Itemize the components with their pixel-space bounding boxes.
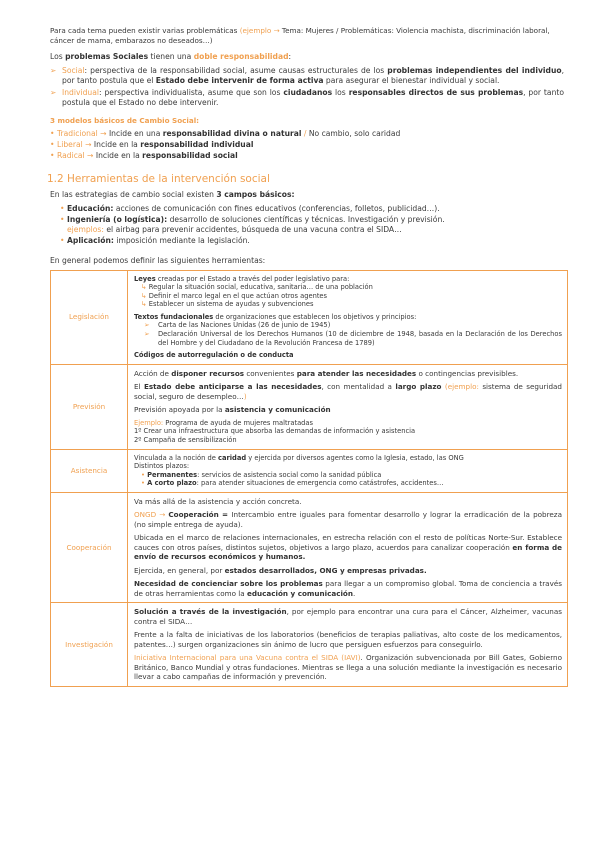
responsibility-item-social: ➢ Social: perspectiva de la responsabilidad social, asume causas estructurales de los problemas independientes del individuo, por tanto postula que el Estado debe intervenir de forma activa para asegurar el bienestar individual y social. bbox=[50, 66, 565, 86]
row-label: Asistencia bbox=[51, 449, 128, 492]
return-arrow-icon: ↳ bbox=[141, 283, 147, 292]
arrow-bullet-icon: ➢ bbox=[50, 66, 57, 76]
table-row-legislacion bbox=[51, 270, 568, 364]
models-heading: 3 modelos básicos de Cambio Social: bbox=[50, 116, 200, 126]
row-label: Legislación bbox=[51, 270, 128, 364]
field-item-aplicacion: • Aplicación: imposición mediante la legislación. bbox=[60, 235, 250, 245]
intro-paragraph bbox=[50, 26, 564, 45]
field-item-ingenieria: • Ingeniería (o logística): desarrollo de soluciones científicas y técnicas. Investigación y previsión. ejemplos: el airbag para prevenir accidentes, búsqueda de una vacuna contra el SIDA… bbox=[60, 214, 445, 234]
fields-list bbox=[50, 204, 564, 246]
row-label: Previsión bbox=[51, 364, 128, 449]
row-body: Va más allá de la asistencia y acción concreta. ONGD → Cooperación = Intercambio entre iguales para fomentar desarrollo y lograr la erradicación de la pobreza (no simple entrega de ayuda). Ubicada en el marco de relaciones internacionales, en estrecha relación con el resto de políticas Norte-Sur. Establece cauces con otros países, distintos sujetos, objetivos a largo plazo, acuerdos para canalizar cooperación en forma de envío de recursos económicos y humanos. Ejercida, en general, por estados desarrollados, ONG y empresas privadas. Necesidad de concienciar sobre los problemas para llegar a un compromiso global. Toma de conciencia a través de otras herramientas como la educación y comunicación. bbox=[128, 492, 568, 603]
return-arrow-icon: ↳ bbox=[141, 291, 147, 300]
tools-intro: En general podemos definir las siguientes herramientas: bbox=[50, 255, 266, 265]
table-row-investigacion bbox=[51, 603, 568, 687]
dot-bullet-icon: • bbox=[50, 128, 55, 138]
row-body: Solución a través de la investigación, por ejemplo para encontrar una cura para el Cáncer, Alzheimer, vacunas contra el SIDA… Frente a la falta de iniciativas de los laboratorios (beneficios de terapias paliativas, alto coste de los medicamentos, patentes…) surgen organizaciones sin ánimo de lucro que persiguen esfuerzos para conseguirlo. Iniciativa Internacional para una Vacuna contra el SIDA (IAVI). Organización subvencionada por Bill Gates, Gobierno Británico, Banco Mundial y otras fundaciones. Mientras se llega a una solución mediante la investigación es necesario llevar a cabo campañas de información y prevención. bbox=[128, 603, 568, 687]
dot-bullet-icon: • bbox=[50, 139, 55, 149]
row-label: Investigación bbox=[51, 603, 128, 687]
dot-bullet-icon: • bbox=[50, 150, 55, 160]
table-row-prevision bbox=[51, 364, 568, 449]
row-body: Leyes creadas por el Estado a través del poder legislativo para: ↳ Regular la situación social, educativa, sanitaria… de una población ↳ Definir el marco legal en el que actúan otros agentes ↳ Establecer un sistema de ayudas y subvenciones Textos fundacionales de organizaciones que establecen los objetivos y principios: ➢ Carta de las Naciones Unidas (26 de junio de 1945) ➢ Declaración Universal de los Derechos Humanos (10 de diciembre de 1948, basada en la Declaración de los Derechos del Hombre y del Ciudadano de la Revolución Francesa de 1789) Códigos de autorregulación o de conducta bbox=[128, 270, 568, 364]
list-item: • A corto plazo: para atender situaciones de emergencia como catástrofes, accidentes… bbox=[141, 479, 444, 488]
responsibility-list bbox=[50, 66, 564, 108]
list-item: ➢ Carta de las Naciones Unidas (26 de junio de 1945) bbox=[144, 321, 331, 330]
model-item-liberal: • Liberal → Incide en la responsabilidad individual bbox=[50, 139, 254, 149]
model-item-radical: • Radical → Incide en la responsabilidad social bbox=[50, 150, 238, 160]
dot-bullet-icon: • bbox=[60, 203, 65, 213]
intro-example-text: Tema: Mujeres / Problemáticas: Violencia machista, discriminación laboral, cáncer de mama, embarazos no deseados…) bbox=[50, 26, 550, 45]
list-item: ↳ Establecer un sistema de ayudas y subvenciones bbox=[141, 300, 314, 309]
arrow-bullet-icon: ➢ bbox=[144, 330, 150, 339]
arrow-bullet-icon: ➢ bbox=[50, 88, 57, 98]
dot-bullet-icon: • bbox=[60, 214, 65, 224]
dot-bullet-icon: • bbox=[60, 235, 65, 245]
row-label: Cooperación bbox=[51, 492, 128, 603]
table-row-cooperacion bbox=[51, 492, 568, 603]
list-item: ↳ Regular la situación social, educativa, sanitaria… de una población bbox=[141, 283, 373, 292]
tools-table bbox=[50, 270, 568, 687]
arrow-bullet-icon: ➢ bbox=[144, 321, 150, 330]
dot-bullet-icon: • bbox=[141, 470, 145, 479]
intro-text: Para cada tema pueden existir varias problemáticas bbox=[50, 26, 240, 35]
return-arrow-icon: ↳ bbox=[141, 300, 147, 309]
row-body: Acción de disponer recursos convenientes para atender las necesidades o contingencias previsibles. El Estado debe anticiparse a las necesidades, con mentalidad a largo plazo (ejemplo: sistema de seguridad social, seguro de desempleo…) Previsión apoyada por la asistencia y comunicación Ejemplo: Programa de ayuda de mujeres maltratadas 1º Crear una infraestructura que absorba las demandas de información y asistencia 2º Campaña de sensibilización bbox=[128, 364, 568, 449]
list-item: • Permanentes: servicios de asistencia social como la sanidad pública bbox=[141, 470, 382, 479]
section-title: 1.2 Herramientas de la intervención social bbox=[47, 172, 270, 185]
list-item: ➢ Declaración Universal de los Derechos Humanos (10 de diciembre de 1948, basada en la Declaración de los Derechos del Hombre y del Ciudadano de la Revolución Francesa de 1789) bbox=[144, 330, 562, 347]
model-item-tradicional: • Tradicional → Incide en una responsabilidad divina o natural / No cambio, solo caridad bbox=[50, 128, 401, 138]
row-body: Vinculada a la noción de caridad y ejercida por diversos agentes como la Iglesia, estado, las ONG Distintos plazos: • Permanentes: servicios de asistencia social como la sanidad pública • A corto plazo: para atender situaciones de emergencia como catástrofes, accidentes… bbox=[128, 449, 568, 492]
dot-bullet-icon: • bbox=[141, 479, 145, 488]
responsibility-item-individual: ➢ Individual: perspectiva individualista, asume que son los ciudadanos los responsables directos de sus problemas, por tanto postula que el Estado no debe intervenir. bbox=[50, 88, 564, 108]
field-item-educacion: • Educación: acciones de comunicación con fines educativos (conferencias, folletos, publicidad…). bbox=[60, 203, 440, 213]
social-problems-lead: Los problemas Sociales tienen una doble responsabilidad: bbox=[50, 52, 292, 61]
intro-example-label: (ejemplo → bbox=[239, 26, 282, 35]
section-lead: En las estrategias de cambio social existen 3 campos básicos: bbox=[50, 190, 295, 200]
list-item: ↳ Definir el marco legal en el que actúan otros agentes bbox=[141, 291, 328, 300]
models-list bbox=[50, 129, 564, 161]
table-row-asistencia bbox=[51, 449, 568, 492]
